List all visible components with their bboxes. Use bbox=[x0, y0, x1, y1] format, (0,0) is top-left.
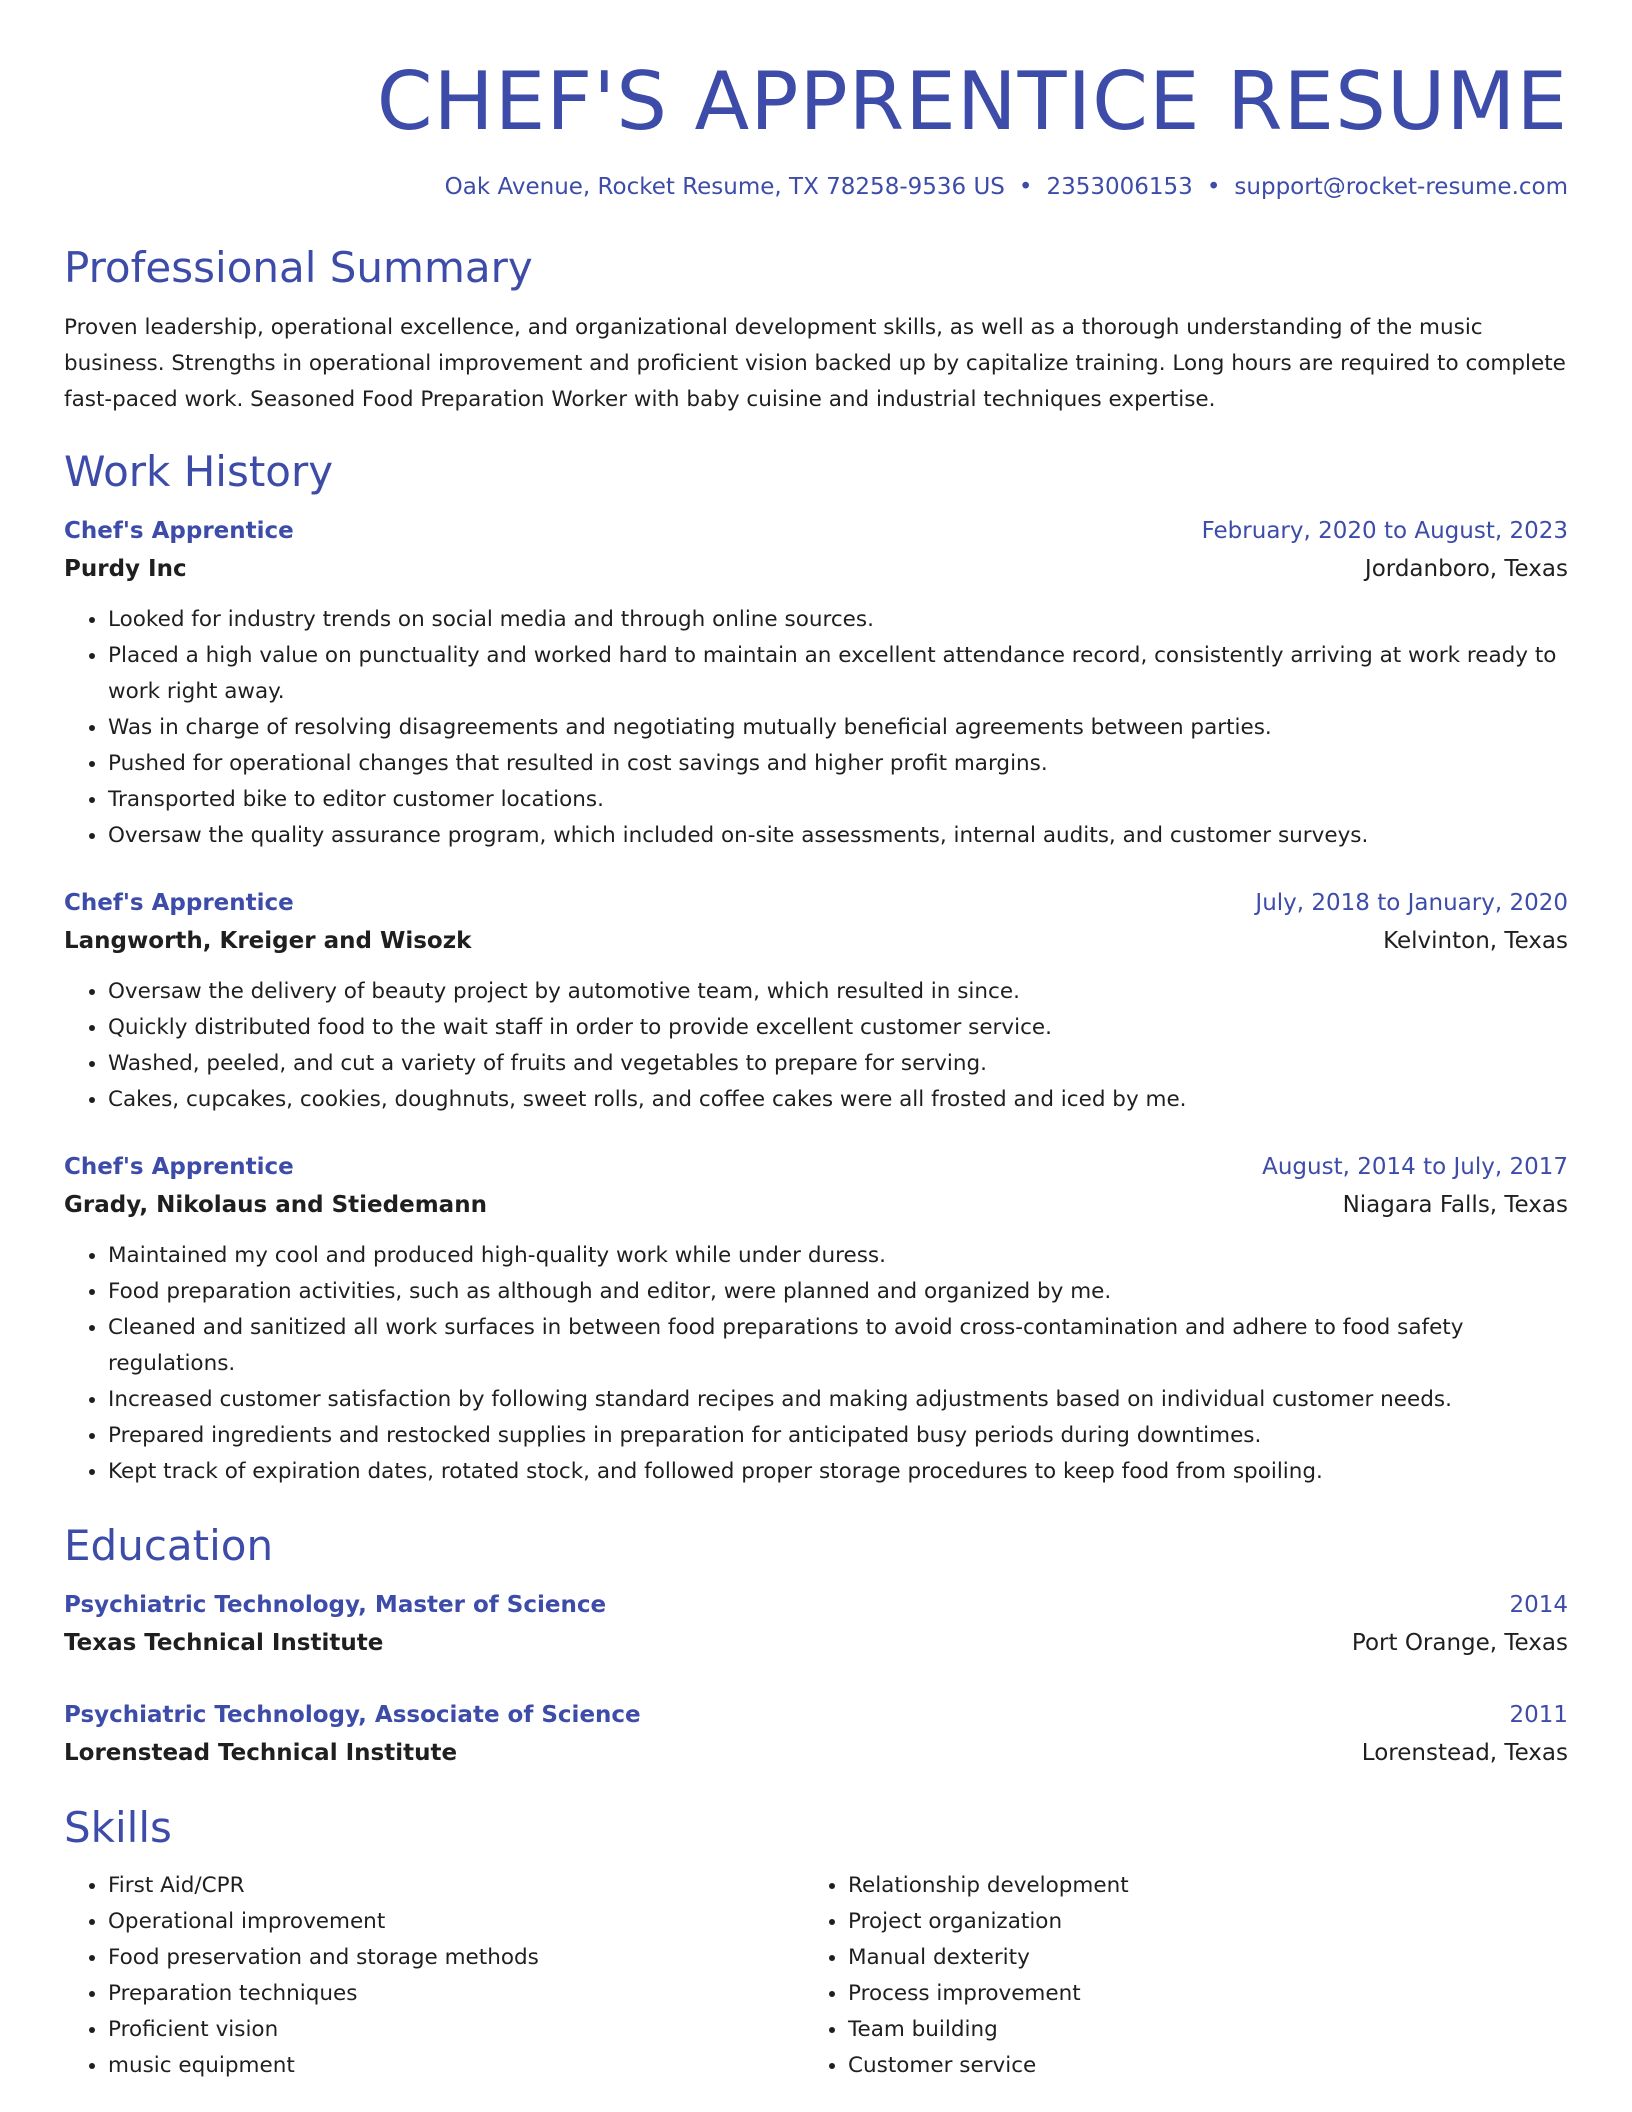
skill-item: • Customer service bbox=[848, 2048, 1544, 2084]
job-bullet: • Washed, peeled, and cut a variety of fruits and vegetables to prepare for serving. bbox=[108, 1046, 1568, 1082]
skills-section bbox=[64, 1802, 1568, 2084]
job-bullet: • Was in charge of resolving disagreements and negotiating mutually beneficial agreements between parties. bbox=[108, 710, 1568, 746]
summary-text: Proven leadership, operational excellence, and organizational development skills, as well as a thorough understanding of the music business. Strengths in operational improvement and proficient vision backed up by capitalize training. Long hours are required to complete fast-paced work. Seasoned Food Preparation Worker with baby cuisine and industrial techniques expertise. bbox=[64, 315, 1566, 412]
education-school-row bbox=[64, 1734, 1568, 1772]
job-bullet: • Quickly distributed food to the wait staff in order to provide excellent customer service. bbox=[108, 1010, 1568, 1046]
work-history-section bbox=[64, 446, 1568, 1490]
job-company: Grady, Nikolaus and Stiedemann bbox=[64, 1192, 487, 1218]
education-section bbox=[64, 1520, 1568, 1772]
job-bullet: • Placed a high value on punctuality and worked hard to maintain an excellent attendance record, consistently arriving at work ready to work right away. bbox=[108, 638, 1568, 710]
skills-columns bbox=[64, 1868, 1568, 2084]
job-header-row bbox=[64, 884, 1568, 922]
job-header-row bbox=[64, 1148, 1568, 1186]
job-bullets bbox=[64, 602, 1568, 854]
job-bullet: • Cleaned and sanitized all work surfaces in between food preparations to avoid cross-contamination and adhere to food safety regulations. bbox=[108, 1310, 1568, 1382]
job-company-row bbox=[64, 922, 1568, 960]
contact-phone: 2353006153 bbox=[1046, 174, 1193, 200]
skill-item: • music equipment bbox=[108, 2048, 804, 2084]
summary-section bbox=[64, 242, 1568, 418]
job-entry bbox=[64, 1148, 1568, 1490]
education-entry bbox=[64, 1696, 1568, 1772]
education-entry bbox=[64, 1586, 1568, 1662]
job-header-row bbox=[64, 512, 1568, 550]
work-history-title: Work History bbox=[64, 447, 334, 496]
contact-line bbox=[64, 172, 1568, 202]
job-entry bbox=[64, 512, 1568, 854]
skill-item: • Process improvement bbox=[848, 1976, 1544, 2012]
job-location: Niagara Falls, Texas bbox=[1342, 1192, 1568, 1218]
job-bullet: • Cakes, cupcakes, cookies, doughnuts, sweet rolls, and coffee cakes were all frosted and iced by me. bbox=[108, 1082, 1568, 1118]
skill-item: • Food preservation and storage methods bbox=[108, 1940, 804, 1976]
education-school: Texas Technical Institute bbox=[64, 1630, 384, 1656]
contact-email: support@rocket-resume.com bbox=[1234, 174, 1568, 200]
job-bullets bbox=[64, 974, 1568, 1118]
skills-title: Skills bbox=[64, 1803, 172, 1852]
contact-address: Oak Avenue, Rocket Resume, TX 78258-9536 US bbox=[444, 174, 1005, 200]
education-year: 2014 bbox=[1509, 1592, 1568, 1618]
skills-right-list bbox=[804, 1868, 1544, 2084]
job-dates: July, 2018 to January, 2020 bbox=[1255, 890, 1568, 916]
job-company: Langworth, Kreiger and Wisozk bbox=[64, 928, 472, 954]
education-school: Lorenstead Technical Institute bbox=[64, 1740, 458, 1766]
skill-item: • Manual dexterity bbox=[848, 1940, 1544, 1976]
education-degree: Psychiatric Technology, Master of Science bbox=[64, 1592, 607, 1618]
job-bullet: • Kept track of expiration dates, rotated stock, and followed proper storage procedures to keep food from spoiling. bbox=[108, 1454, 1568, 1490]
education-header-row bbox=[64, 1696, 1568, 1734]
job-bullets bbox=[64, 1238, 1568, 1490]
job-bullet: • Maintained my cool and produced high-quality work while under duress. bbox=[108, 1238, 1568, 1274]
education-year: 2011 bbox=[1509, 1702, 1568, 1728]
skill-item: • Relationship development bbox=[848, 1868, 1544, 1904]
job-bullet: • Food preparation activities, such as although and editor, were planned and organized by me. bbox=[108, 1274, 1568, 1310]
job-company: Purdy Inc bbox=[64, 556, 187, 582]
education-title: Education bbox=[64, 1521, 274, 1570]
education-location: Port Orange, Texas bbox=[1351, 1630, 1568, 1656]
skill-item: • Team building bbox=[848, 2012, 1544, 2048]
job-bullet: • Looked for industry trends on social media and through online sources. bbox=[108, 602, 1568, 638]
education-school-row bbox=[64, 1624, 1568, 1662]
skill-item: • Preparation techniques bbox=[108, 1976, 804, 2012]
job-bullet: • Oversaw the quality assurance program, which included on-site assessments, internal audits, and customer surveys. bbox=[108, 818, 1568, 854]
education-location: Lorenstead, Texas bbox=[1361, 1740, 1568, 1766]
education-degree: Psychiatric Technology, Associate of Science bbox=[64, 1702, 641, 1728]
summary-title: Professional Summary bbox=[64, 243, 533, 292]
contact-separator: • bbox=[1018, 174, 1033, 200]
skill-item: • Proficient vision bbox=[108, 2012, 804, 2048]
job-company-row bbox=[64, 1186, 1568, 1224]
skill-item: • First Aid/CPR bbox=[108, 1868, 804, 1904]
job-title: Chef's Apprentice bbox=[64, 1154, 294, 1180]
education-header-row bbox=[64, 1586, 1568, 1624]
job-bullet: • Oversaw the delivery of beauty project by automotive team, which resulted in since. bbox=[108, 974, 1568, 1010]
job-dates: August, 2014 to July, 2017 bbox=[1262, 1154, 1568, 1180]
skill-item: • Project organization bbox=[848, 1904, 1544, 1940]
job-bullet: • Prepared ingredients and restocked supplies in preparation for anticipated busy periods during downtimes. bbox=[108, 1418, 1568, 1454]
job-dates: February, 2020 to August, 2023 bbox=[1201, 518, 1568, 544]
contact-separator: • bbox=[1206, 174, 1221, 200]
job-entry bbox=[64, 884, 1568, 1118]
job-bullet: • Pushed for operational changes that resulted in cost savings and higher profit margins. bbox=[108, 746, 1568, 782]
resume-header bbox=[64, 55, 1568, 202]
skill-item: • Operational improvement bbox=[108, 1904, 804, 1940]
resume-name: CHEF'S APPRENTICE RESUME bbox=[376, 55, 1568, 148]
job-title: Chef's Apprentice bbox=[64, 890, 294, 916]
job-location: Jordanboro, Texas bbox=[1364, 556, 1568, 582]
skills-left-list bbox=[64, 1868, 804, 2084]
job-bullet: • Increased customer satisfaction by following standard recipes and making adjustments based on individual customer needs. bbox=[108, 1382, 1568, 1418]
job-location: Kelvinton, Texas bbox=[1383, 928, 1568, 954]
job-company-row bbox=[64, 550, 1568, 588]
job-title: Chef's Apprentice bbox=[64, 518, 294, 544]
job-bullet: • Transported bike to editor customer locations. bbox=[108, 782, 1568, 818]
